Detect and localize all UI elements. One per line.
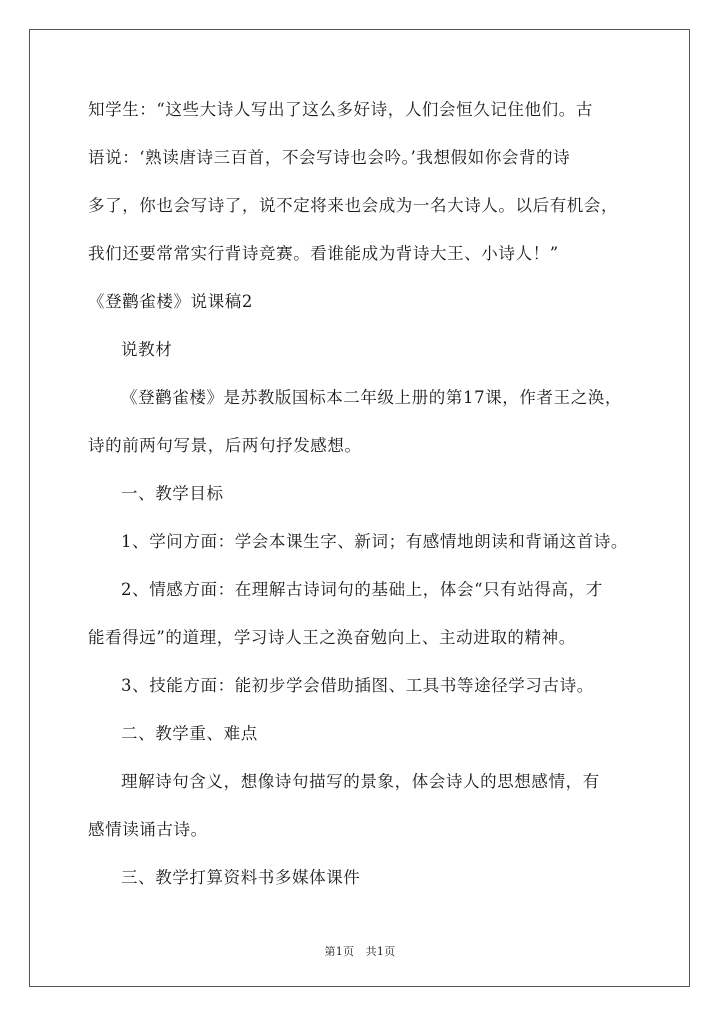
key-points-text-cont: 感情读诵古诗。 xyxy=(88,820,208,839)
text-line-2: 语说：‘熟读唐诗三百首，不会写诗也会吟。’我想假如你会背的诗 xyxy=(88,148,571,167)
text-line-4: 我们还要常常实行背诗竞赛。看谁能成为背诗大王、小诗人！” xyxy=(88,244,559,263)
heading-preparation: 三、教学打算资料书多媒体课件 xyxy=(121,868,361,887)
heading-key-points: 二、教学重、难点 xyxy=(121,724,258,743)
objective-emotion: 2、情感方面：在理解古诗词句的基础上，体会“只有站得高，才 xyxy=(121,580,603,599)
page-footer: 第1页 共1页 xyxy=(324,945,396,958)
key-points-text: 理解诗句含义，想像诗句描写的景象，体会诗人的思想感情，有 xyxy=(121,772,600,791)
section-title: 《登鹳雀楼》说课稿2 xyxy=(88,292,253,311)
objective-emotion-cont: 能看得远”的道理，学习诗人王之涣奋勉向上、主动进取的精神。 xyxy=(88,628,576,647)
text-line-7: 《登鹳雀楼》是苏教版国标本二年级上册的第17课，作者王之涣， xyxy=(121,388,622,407)
objective-skill: 3、技能方面：能初步学会借助插图、工具书等途径学习古诗。 xyxy=(121,676,594,695)
text-line-1: 知学生：“这些大诗人写出了这么多好诗，人们会恒久记住他们。古 xyxy=(88,100,593,119)
text-line-3: 多了，你也会写诗了，说不定将来也会成为一名大诗人。以后有机会， xyxy=(88,196,619,215)
page-border xyxy=(29,29,690,987)
objective-knowledge: 1、学问方面：学会本课生字、新词；有感情地朗读和背诵这首诗。 xyxy=(121,532,628,551)
text-line-8: 诗的前两句写景，后两句抒发感想。 xyxy=(88,436,362,455)
heading-objectives: 一、教学目标 xyxy=(121,484,224,503)
heading-textbook: 说教材 xyxy=(121,340,173,359)
